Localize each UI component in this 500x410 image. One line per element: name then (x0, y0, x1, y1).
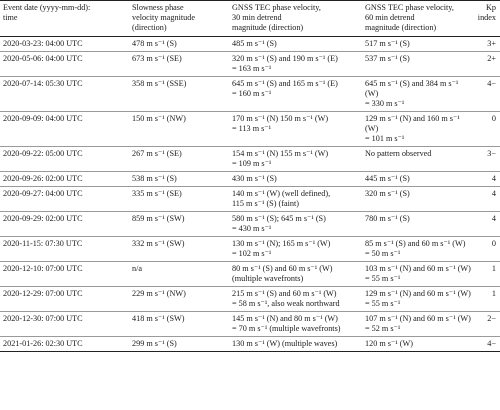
header-kp-index: Kp index (477, 3, 496, 22)
cell-event-date: 2020-11-15: 07:30 UTC (3, 239, 83, 248)
cell-kp-index: 4− (487, 339, 496, 348)
cell-slowness-velocity: 673 m s⁻¹ (SE) (132, 54, 182, 63)
cell-tec-30min: 154 m s⁻¹ (N) 155 m s⁻¹ (W) = 109 m s⁻¹ (232, 149, 329, 168)
cell-tec-60min: 85 m s⁻¹ (S) and 60 m s⁻¹ (W) = 50 m s⁻¹ (365, 239, 466, 258)
cell-slowness-velocity: 229 m s⁻¹ (NW) (132, 289, 186, 298)
cell-tec-30min: 645 m s⁻¹ (S) and 165 m s⁻¹ (E) = 160 m s⁻¹ (232, 79, 338, 98)
cell-kp-index: 1 (491, 289, 496, 298)
cell-slowness-velocity: 538 m s⁻¹ (S) (132, 174, 177, 183)
cell-kp-index: 1 (491, 264, 496, 273)
cell-kp-index: 4 (491, 174, 496, 183)
table-row (0, 187, 500, 212)
table-row (0, 147, 500, 172)
cell-tec-30min: 215 m s⁻¹ (S) and 60 m s⁻¹ (W) = 58 m s⁻¹, also weak northward (232, 289, 340, 308)
cell-slowness-velocity: 358 m s⁻¹ (SSE) (132, 79, 187, 88)
cell-event-date: 2020-12-10: 07:00 UTC (3, 264, 83, 273)
cell-tec-30min: 80 m s⁻¹ (S) and 60 m s⁻¹ (W) (multiple wavefronts) (232, 264, 333, 283)
header-event-date: Event date (yyyy-mm-dd): time (3, 3, 91, 22)
cell-tec-60min: 107 m s⁻¹ (N) and 60 m s⁻¹ (W) = 52 m s⁻¹ (365, 314, 471, 333)
cell-slowness-velocity: 299 m s⁻¹ (S) (132, 339, 177, 348)
header-slowness: Slowness phase velocity magnitude (direction) (132, 3, 195, 32)
cell-kp-index: 4− (487, 79, 496, 88)
cell-kp-index: 3− (487, 149, 496, 158)
table-row (0, 112, 500, 147)
cell-slowness-velocity: 332 m s⁻¹ (SW) (132, 239, 185, 248)
cell-tec-30min: 430 m s⁻¹ (S) (232, 174, 277, 183)
cell-tec-60min: 645 m s⁻¹ (S) and 384 m s⁻¹ (W) = 330 m s⁻¹ (365, 79, 459, 108)
cell-event-date: 2020-12-29: 07:00 UTC (3, 289, 83, 298)
cell-event-date: 2020-09-26: 02:00 UTC (3, 174, 83, 183)
table-row (0, 237, 500, 262)
cell-event-date: 2020-09-22: 05:00 UTC (3, 149, 83, 158)
table-row (0, 312, 500, 337)
table-row (0, 337, 500, 352)
cell-tec-60min: 517 m s⁻¹ (S) (365, 39, 410, 48)
cell-tec-30min: 130 m s⁻¹ (N); 165 m s⁻¹ (W) = 102 m s⁻¹ (232, 239, 331, 258)
table-row (0, 77, 500, 112)
cell-tec-60min: 120 m s⁻¹ (W) (365, 339, 413, 348)
table-row (0, 52, 500, 77)
cell-event-date: 2020-03-23: 04:00 UTC (3, 39, 83, 48)
table-row (0, 287, 500, 312)
cell-tec-60min: 129 m s⁻¹ (N) and 160 m s⁻¹ (W) = 101 m s⁻¹ (365, 114, 460, 143)
cell-tec-30min: 145 m s⁻¹ (N) and 80 m s⁻¹ (W) = 70 m s⁻¹ (multiple wavefronts) (232, 314, 341, 333)
cell-tec-30min: 320 m s⁻¹ (S) and 190 m s⁻¹ (E) = 163 m s⁻¹ (232, 54, 338, 73)
cell-slowness-velocity: 859 m s⁻¹ (SW) (132, 214, 185, 223)
cell-event-date: 2020-09-29: 02:00 UTC (3, 214, 83, 223)
cell-kp-index: 0 (491, 239, 496, 248)
table-header (0, 1, 500, 37)
cell-kp-index: 3+ (487, 39, 496, 48)
cell-tec-30min: 140 m s⁻¹ (W) (well defined), 115 m s⁻¹ (S) (faint) (232, 189, 331, 208)
table-body (0, 37, 500, 352)
table-row (0, 262, 500, 287)
cell-tec-60min: 129 m s⁻¹ (N) and 60 m s⁻¹ (W) = 55 m s⁻¹ (365, 289, 471, 308)
cell-slowness-velocity: 150 m s⁻¹ (NW) (132, 114, 186, 123)
cell-event-date: 2020-09-27: 04:00 UTC (3, 189, 83, 198)
cell-slowness-velocity: 478 m s⁻¹ (S) (132, 39, 177, 48)
cell-kp-index: 0 (491, 114, 496, 123)
cell-tec-60min: 320 m s⁻¹ (S) (365, 189, 410, 198)
cell-tec-30min: 170 m s⁻¹ (N) 150 m s⁻¹ (W) = 113 m s⁻¹ (232, 114, 329, 133)
cell-kp-index: 4 (491, 189, 496, 198)
cell-tec-30min: 130 m s⁻¹ (W) (multiple waves) (232, 339, 338, 348)
header-tec-60min: GNSS TEC phase velocity, 60 min detrend magnitude (direction) (365, 3, 454, 32)
cell-event-date: 2020-05-06: 04:00 UTC (3, 54, 83, 63)
cell-event-date: 2021-01-26: 02:30 UTC (3, 339, 83, 348)
cell-tec-60min: 780 m s⁻¹ (S) (365, 214, 410, 223)
cell-slowness-velocity: n/a (132, 264, 143, 273)
header-tec-30min: GNSS TEC phase velocity, 30 min detrend magnitude (direction) (232, 3, 321, 32)
cell-tec-60min: 445 m s⁻¹ (S) (365, 174, 410, 183)
cell-event-date: 2020-07-14: 05:30 UTC (3, 79, 83, 88)
table-row (0, 172, 500, 187)
cell-tec-30min: 580 m s⁻¹ (S); 645 m s⁻¹ (S) = 430 m s⁻¹ (232, 214, 326, 233)
cell-event-date: 2020-09-09: 04:00 UTC (3, 114, 83, 123)
cell-slowness-velocity: 335 m s⁻¹ (SE) (132, 189, 182, 198)
cell-kp-index: 2+ (487, 54, 496, 63)
cell-tec-60min: 103 m s⁻¹ (N) and 60 m s⁻¹ (W) = 55 m s⁻¹ (365, 264, 471, 283)
cell-tec-60min: No pattern observed (365, 149, 432, 158)
cell-slowness-velocity: 418 m s⁻¹ (SW) (132, 314, 185, 323)
cell-tec-30min: 485 m s⁻¹ (S) (232, 39, 277, 48)
cell-kp-index: 4 (491, 214, 496, 223)
cell-tec-60min: 537 m s⁻¹ (S) (365, 54, 410, 63)
cell-slowness-velocity: 267 m s⁻¹ (SE) (132, 149, 182, 158)
cell-kp-index: 2− (487, 314, 496, 323)
table-row (0, 37, 500, 52)
table-row (0, 212, 500, 237)
cell-event-date: 2020-12-30: 07:00 UTC (3, 314, 83, 323)
